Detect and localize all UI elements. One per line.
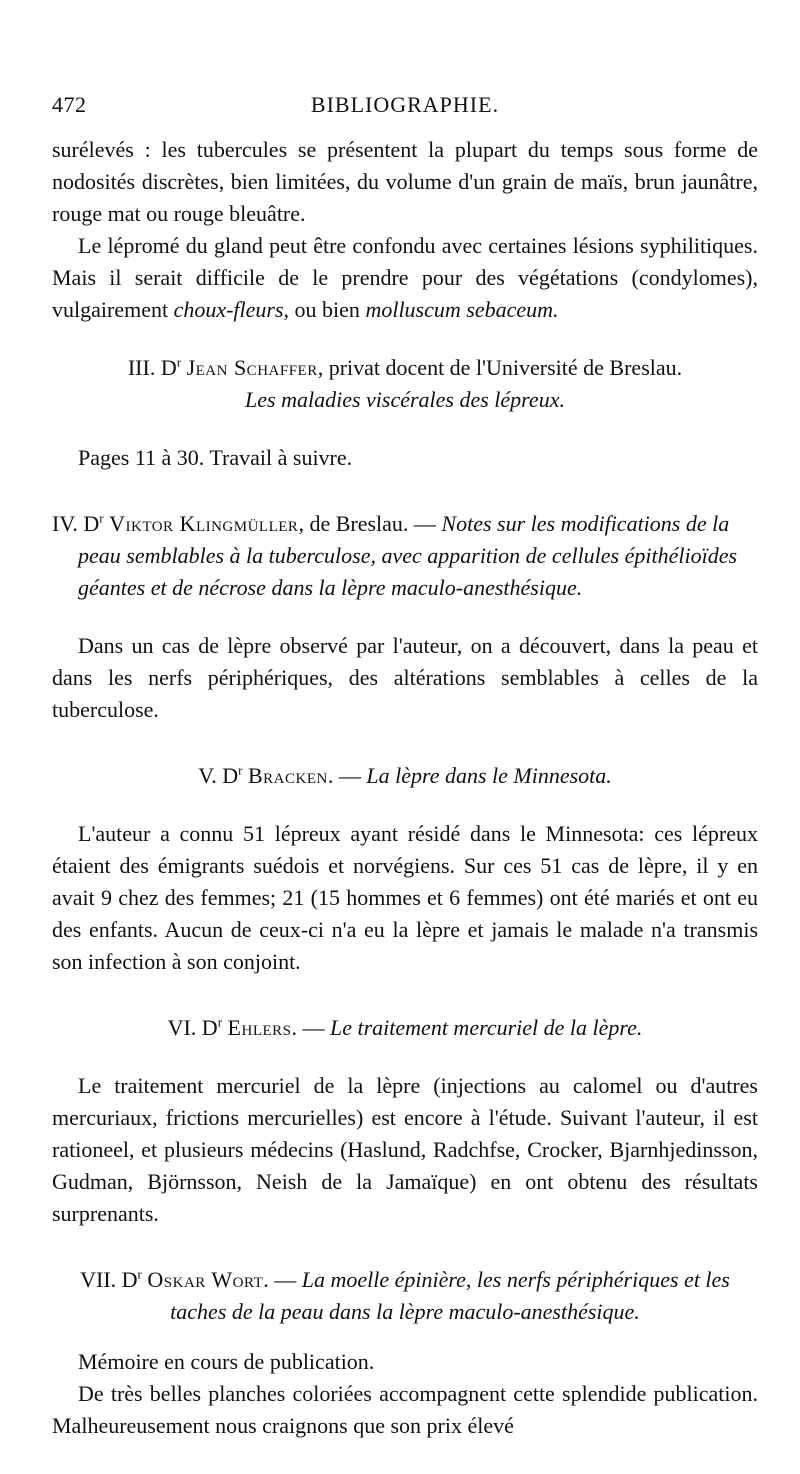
entry-paragraph-iv: Dans un cas de lèpre observé par l'auteur, on a découvert, dans la peau et dans les nerfs périphériques, des altérations semblables à celles de la tuberculose. <box>52 633 758 722</box>
entry-paragraph-v: L'auteur a connu 51 lépreux ayant résidé dans le Minnesota: ces lépreux étaient des émigrants suédois et norvégiens. Sur ces 51 cas de lèpre, il y en avait 9 chez des femmes; 21 (15 hommes et 6 femmes) ont été mariés et ont eu des enfants. Aucun de ceux-ci n'a eu la lèpre et jamais le malade n'a transmis son infection à son conjoint. <box>52 821 758 974</box>
italic-term: choux-fleurs <box>173 297 284 322</box>
entry-title-iii: Les maladies viscérales des lépreux. <box>245 387 565 412</box>
entry-heading-vi: VI. $D^r$ Ehlers. — Le traitement mercuriel de la lèpre. <box>167 1014 643 1040</box>
gland-paragraph: Le lépromé du gland peut être confondu avec certaines lésions syphilitiques. Mais il serait difficile de le prendre pour des végétations (condylomes), vulgairement choux-fleurs, ou bien molluscum sebaceum. <box>52 233 758 322</box>
author-name: Jean Schaffer <box>186 355 318 380</box>
entry-paragraph-vi: Le traitement mercuriel de la lèpre (injections au calomel ou d'autres mercuriaux, frictions mercurielles) est encore à l'étude. Suivant l'auteur, il est rationeel, et plusieurs médecins (Haslund, Radchfse, Crocker, Bjarnhjedinsson, Gudman, Björnsson, Neish de la Jamaïque) en ont obtenu des résultats surprenants. <box>52 1073 758 1226</box>
entry-paragraph-vii-1: Mémoire en cours de publication. <box>78 1349 375 1374</box>
page-body <box>52 134 758 1442</box>
author-name: Oskar Wort <box>147 1267 264 1292</box>
entry-heading-vii: VII. $D^r$ Oskar Wort. — La moelle épinière, les nerfs périphériques et les taches de la peau dans la lèpre maculo-anesthésique. <box>80 1266 730 1324</box>
italic-term: molluscum sebaceum. <box>365 297 559 322</box>
entry-paragraph-iii: Pages 11 à 30. Travail à suivre. <box>78 445 353 470</box>
entry-heading-iv: IV. $D^r$ Viktor Klingmüller, de Breslau. — Notes sur les modifications de la peau semblables à la tuberculose, avec apparition de cellules épithélioïdes géantes et de nécrose dans la lèpre maculo-anesthésique. <box>52 510 738 600</box>
author-name: Bracken <box>248 763 328 788</box>
entry-heading-iii: III. $D^r$ Jean Schaffer, privat docent de l'Université de Breslau. <box>127 354 683 380</box>
page-number: 472 <box>52 92 87 117</box>
author-name: Viktor Klingmüller <box>109 511 299 536</box>
entry-title-iv: Notes sur les modifications de la peau semblables à la tuberculose, avec apparition de cellules épithélioïdes géantes et de nécrose dans la lèpre maculo-anesthésique. <box>78 511 738 600</box>
entry-title-v: La lèpre dans le Minnesota. <box>366 763 612 788</box>
entry-title-vii: La moelle épinière, les nerfs périphériques et les taches de la peau dans la lèpre maculo-anesthésique. <box>170 1267 730 1324</box>
author-name: Ehlers <box>227 1015 292 1040</box>
entry-heading-v: V. $D^r$ Bracken. — La lèpre dans le Minnesota. <box>198 762 612 788</box>
running-title: BIBLIOGRAPHIE. <box>310 92 500 117</box>
entry-title-vi: Le traitement mercuriel de la lèpre. <box>330 1015 643 1040</box>
entry-paragraph-vii-2: De très belles planches coloriées accompagnent cette splendide publication. Malheureusement nous craignons que son prix élevé <box>52 1381 758 1438</box>
page-header <box>52 92 758 126</box>
continuation-paragraph: surélevés : les tubercules se présentent la plupart du temps sous forme de nodosités discrètes, bien limitées, du volume d'un grain de maïs, brun jaunâtre, rouge mat ou rouge bleuâtre. <box>52 137 758 226</box>
